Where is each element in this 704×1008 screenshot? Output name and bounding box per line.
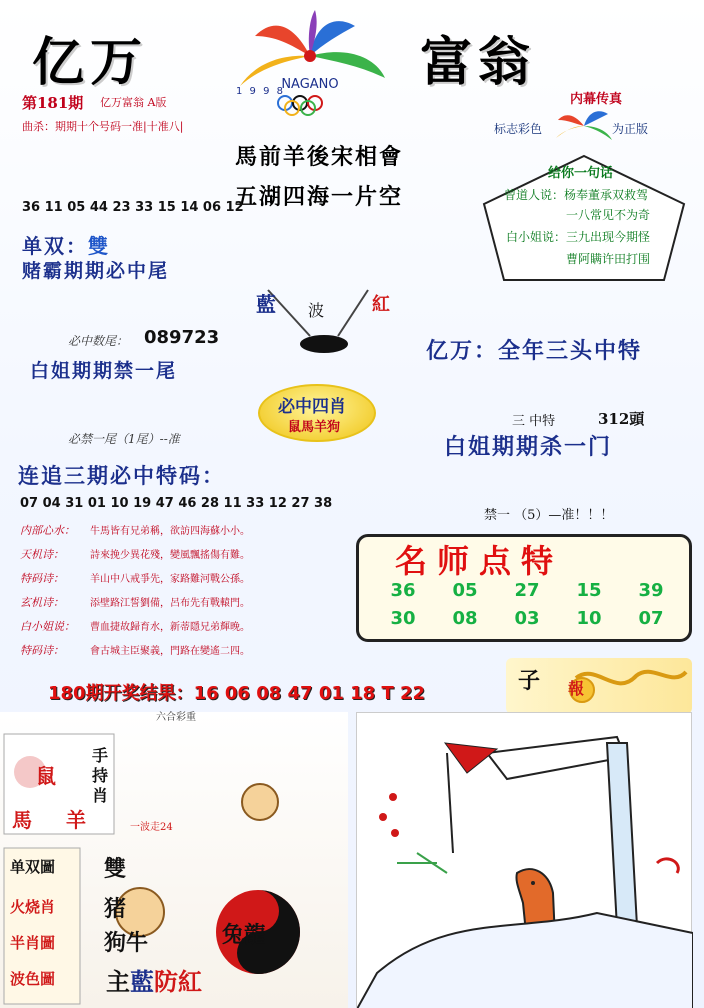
pentagon-line-2: 一八常见不为奇 xyxy=(566,208,651,222)
full-year: 亿万：全年三头中特 xyxy=(426,338,643,364)
logo-year: 1 9 9 8 xyxy=(236,86,285,97)
wave-word: 波 xyxy=(308,301,325,320)
pentagon-line-4: 曹阿瞒许田打围 xyxy=(566,252,651,266)
dragon-icon xyxy=(576,672,686,684)
forbid-tail: 必禁一尾（1尾）--准 xyxy=(68,432,180,446)
kill-gate: 白姐期期杀一门 xyxy=(444,434,613,460)
zodiac-top-1: 鼠 xyxy=(36,764,56,788)
flag-icon xyxy=(445,743,497,773)
master-number: 30 xyxy=(390,608,416,629)
flower-logo-icon xyxy=(240,10,385,86)
master-number: 27 xyxy=(514,580,540,601)
poem-row: 玄机诗： 添壁路江誓劉備，呂布先有戰轅門。 xyxy=(20,596,250,609)
dog-ox-char: 狗牛 xyxy=(104,930,149,956)
poem-row: 特码诗： 會古城主臣聚義，門路在變遙二四。 xyxy=(20,644,250,657)
right-bottom-panel xyxy=(356,712,692,1008)
wave-blue: 藍 xyxy=(256,292,276,316)
result-line: 180期开奖结果：16 06 08 47 01 18 T 22 xyxy=(48,683,426,704)
mag-title: 六合彩重 xyxy=(156,712,196,723)
poem-row: 白小姐说： 曹血捷故歸育水，新蒂隱兄弟輝晚。 xyxy=(20,620,250,633)
master-number: 15 xyxy=(576,580,602,601)
single-double-label: 单双：雙 xyxy=(22,234,110,258)
rabbit-dragon-char: 兔龍 xyxy=(222,922,267,948)
numbers-row: 36 11 05 44 23 33 15 14 06 12 xyxy=(22,200,244,215)
must-tail-value: 089723 xyxy=(144,327,220,348)
child-icon xyxy=(242,784,278,820)
master-number: 39 xyxy=(638,580,664,601)
must-tail-line2: 白姐期期禁一尾 xyxy=(30,360,178,382)
pentagon-line-3: 白小姐说：三九出现今期怪 xyxy=(506,230,651,244)
master-number: 05 xyxy=(452,580,478,601)
double-char: 雙 xyxy=(104,856,127,882)
issue-brand: 亿万富翁 A版 xyxy=(100,96,167,109)
main-label-line: 主藍防紅 xyxy=(106,967,202,996)
pentagon-line-1: 曾道人说：杨奉董承双救驾 xyxy=(504,188,649,202)
branch-icon xyxy=(379,793,399,837)
zodiac-top-2: 馬 xyxy=(12,808,32,832)
master-number: 36 xyxy=(390,580,416,601)
poem-line-1: 馬前羊後宋相會 xyxy=(235,144,404,170)
master-grid xyxy=(372,580,684,636)
master-number: 10 xyxy=(576,608,602,629)
master-number: 07 xyxy=(638,608,664,629)
bowl-icon xyxy=(300,335,348,353)
chase-label: 一波走24 xyxy=(130,822,173,833)
banner-char-2: 報 xyxy=(568,679,585,698)
three-head-label: 三 中特 xyxy=(512,414,556,429)
pentagon-heading: 给你一句话 xyxy=(548,166,614,181)
logo-text: NAGANO xyxy=(281,77,339,92)
pentagon-brand-left: 标志彩色 xyxy=(494,122,543,136)
master-number: 08 xyxy=(452,608,478,629)
right-title: 富翁 xyxy=(420,32,537,93)
banner-char-1: 子 xyxy=(518,668,541,694)
forbid-one: 禁一 （5）—准！！！ xyxy=(484,508,614,523)
nagano-logo xyxy=(215,6,405,116)
pentagon-title: 内幕传真 xyxy=(570,92,623,107)
master-title: 名师点特 xyxy=(395,542,564,580)
chart-2: 火烧肖 xyxy=(10,898,56,916)
small-logo-icon xyxy=(556,111,612,140)
four-zodiac-title: 必中四肖 xyxy=(278,397,346,417)
chart-1: 单双圖 xyxy=(10,858,56,876)
pig-char: 猪 xyxy=(104,896,127,922)
issue-hint: 曲杀：期期十个号码一准|十准八| xyxy=(22,120,184,133)
chase-title: 连追三期必中特码： xyxy=(18,463,225,488)
poem-row: 内部心水： 牛馬皆有兄弟稱，欲訪四海蘇小小。 xyxy=(20,524,250,537)
olympic-rings-icon xyxy=(278,96,322,115)
wave-red: 紅 xyxy=(372,294,390,315)
main-red: 防紅 xyxy=(154,967,202,996)
poem-line-2: 五湖四海一片空 xyxy=(235,184,404,210)
poem-row: 特码诗： 羊山中八戒爭先，家路難河戰公孫。 xyxy=(20,572,250,585)
chase-numbers: 07 04 31 01 10 19 47 46 28 11 33 12 27 38 xyxy=(20,496,333,511)
chart-3: 半肖圖 xyxy=(10,934,56,952)
poem-row: 天机诗： 詩來挽少異花殘，變風飄搖傷有難。 xyxy=(20,548,250,561)
must-tail-label: 必中数尾： xyxy=(68,334,129,348)
three-head-value: 312頭 xyxy=(598,410,645,428)
single-double-line2: 赌霸期期必中尾 xyxy=(22,260,170,282)
issue-number: 第181期 xyxy=(22,94,84,112)
poem-list xyxy=(20,522,360,666)
left-title: 亿万 xyxy=(32,32,149,93)
main-blue: 藍 xyxy=(130,967,154,996)
four-zodiac-value: 鼠馬羊狗 xyxy=(288,420,341,435)
chart-4: 波色圖 xyxy=(10,970,56,988)
side-label: 手持肖 xyxy=(92,746,109,805)
single-double-value: 雙 xyxy=(88,234,110,258)
pentagon-brand-right: 为正版 xyxy=(612,122,649,136)
zodiac-top-3: 羊 xyxy=(66,808,86,832)
master-number: 03 xyxy=(514,608,540,629)
